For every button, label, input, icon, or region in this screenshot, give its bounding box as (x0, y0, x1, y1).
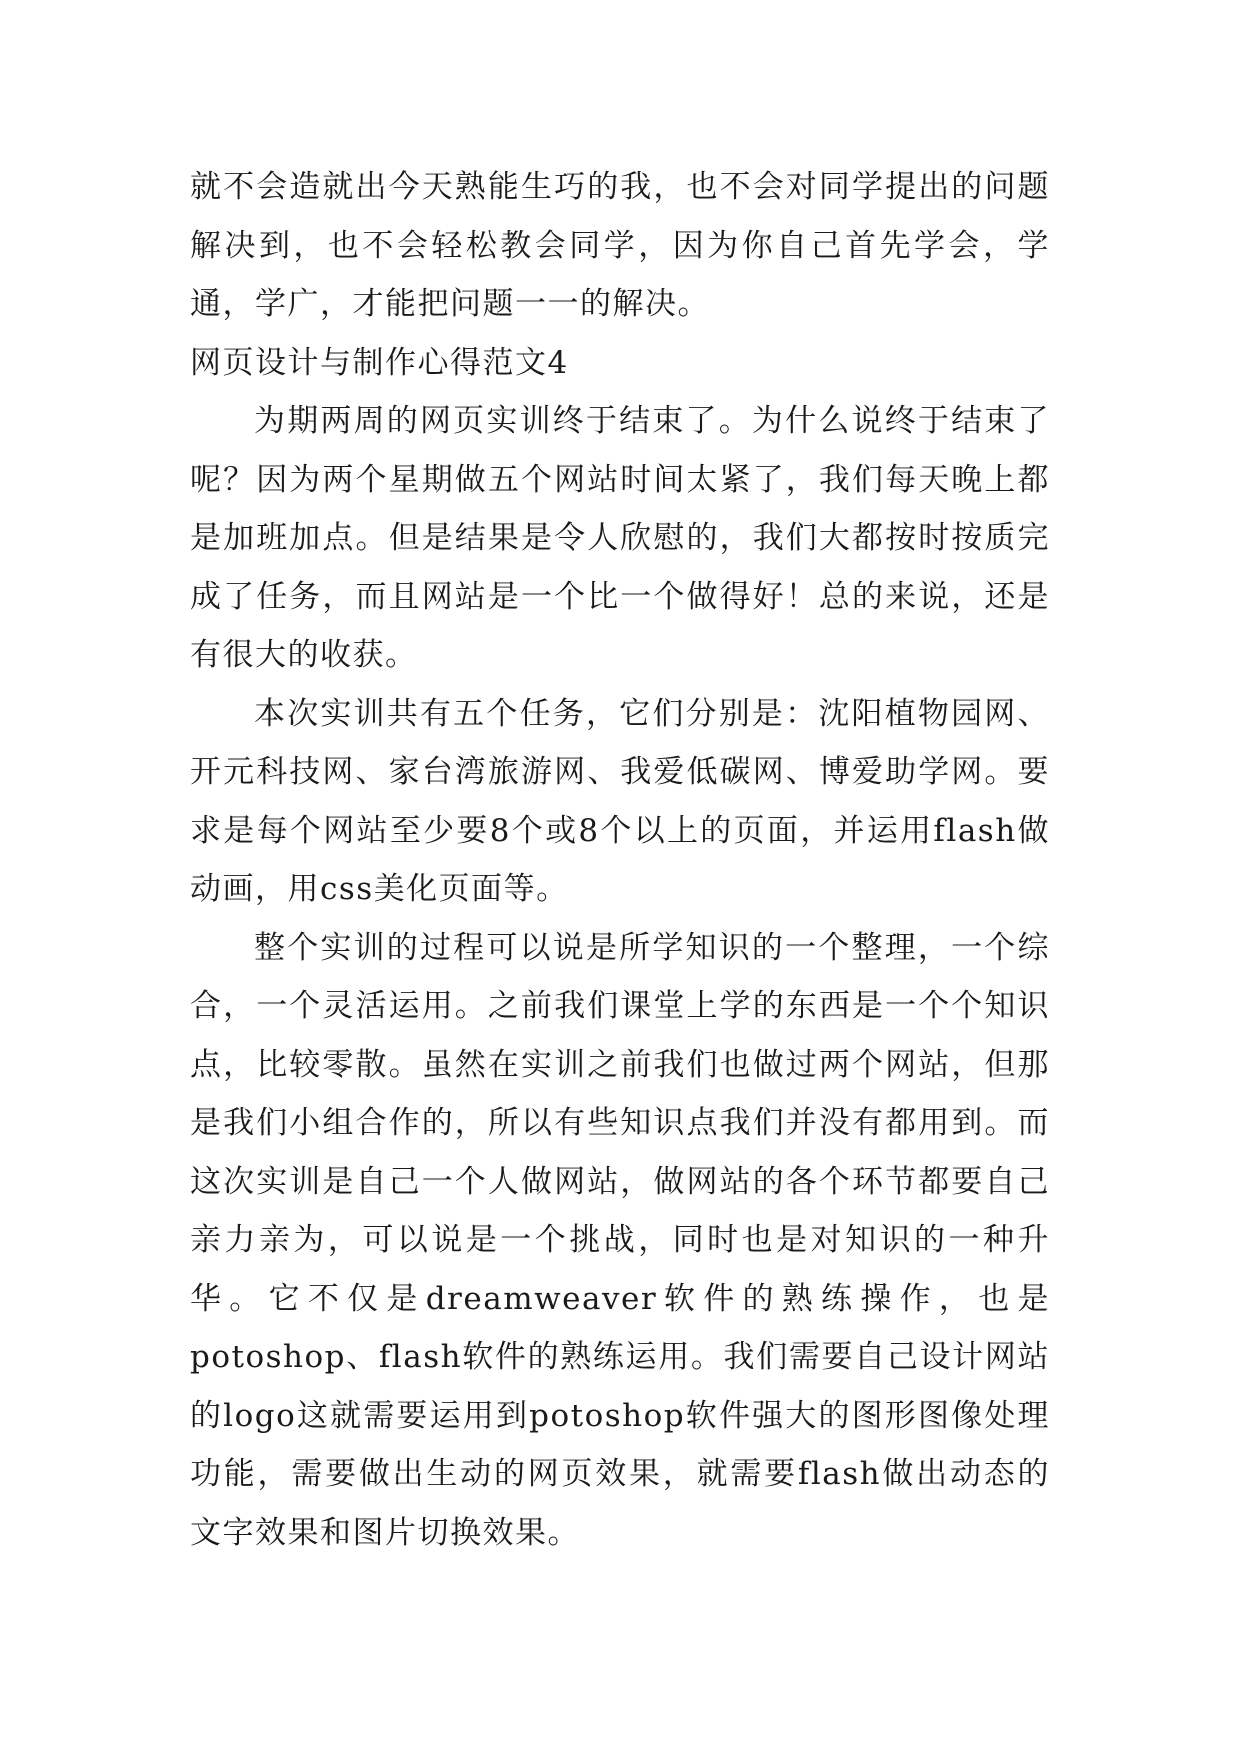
paragraph-intro: 为期两周的网页实训终于结束了。为什么说终于结束了呢？因为两个星期做五个网站时间太紧了，我们每天晚上都是加班加点。但是结果是令人欣慰的，我们大都按时按质完成了任务，而且网站是一个比一个做得好！总的来说，还是有很大的收获。 (190, 403, 1050, 673)
section-heading: 网页设计与制作心得范文4 (190, 344, 569, 381)
document-body (190, 158, 1050, 1562)
paragraph-continuation: 就不会造就出今天熟能生巧的我，也不会对同学提出的问题解决到，也不会轻松教会同学，因为你自己首先学会，学通，学广，才能把问题一一的解决。 (190, 169, 1050, 322)
paragraph-tasks: 本次实训共有五个任务，它们分别是：沈阳植物园网、开元科技网、家台湾旅游网、我爱低碳网、博爱助学网。要求是每个网站至少要8个或8个以上的页面，并运用flash做动画，用css美化页面等。 (190, 695, 1050, 907)
paragraph-process: 整个实训的过程可以说是所学知识的一个整理，一个综合，一个灵活运用。之前我们课堂上学的东西是一个个知识点，比较零散。虽然在实训之前我们也做过两个网站，但那是我们小组合作的，所以有些知识点我们并没有都用到。而这次实训是自己一个人做网站，做网站的各个环节都要自己亲力亲为，可以说是一个挑战，同时也是对知识的一种升华。它不仅是dreamweaver软件的熟练操作，也是potoshop、flash软件的熟练运用。我们需要自己设计网站的logo这就需要运用到potoshop软件强大的图形图像处理功能，需要做出生动的网页效果，就需要flash做出动态的文字效果和图片切换效果。 (190, 929, 1050, 1551)
